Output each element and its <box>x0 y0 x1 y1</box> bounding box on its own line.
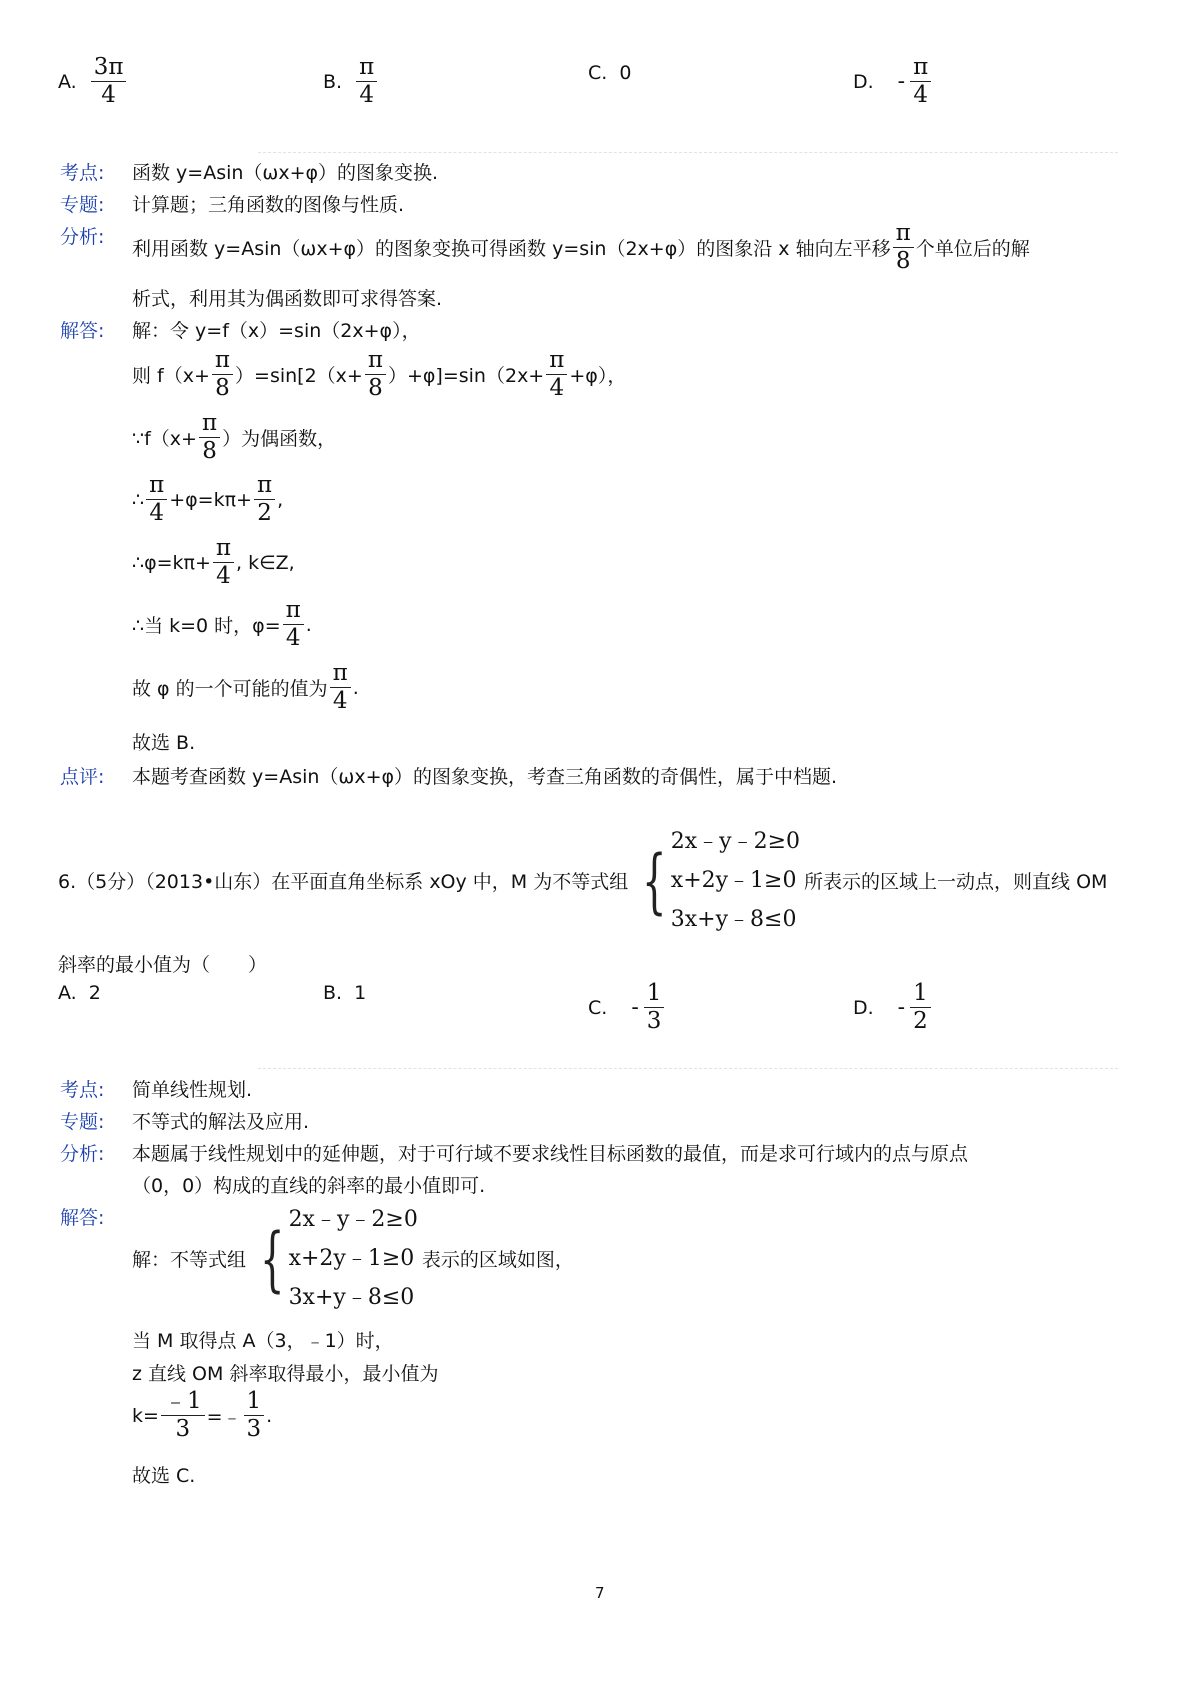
fenxi-label: 分析: <box>60 1143 105 1165</box>
numerator: π <box>212 349 233 375</box>
kaodian-label: 考点: <box>60 162 105 184</box>
text: , k∈Z, <box>236 551 295 574</box>
denominator: 8 <box>215 375 230 401</box>
denominator: 4 <box>359 82 374 108</box>
inequality: x+2y﹣1≥0 <box>288 1246 415 1271</box>
fenxi-line-1: 本题属于线性规划中的延伸题，对于可行域不要求线性目标函数的最值，而是求可行域内的点与原点 <box>132 1143 969 1165</box>
numerator: π <box>356 56 377 82</box>
text: ∵f（x+ <box>132 428 197 450</box>
option-label: D. <box>853 70 874 93</box>
denominator: 4 <box>549 375 565 401</box>
fenxi-line-2: 析式，利用其为偶函数即可求得答案. <box>132 288 443 310</box>
jieda-label: 解答: <box>60 1207 105 1229</box>
option-label: C. <box>588 996 608 1019</box>
kaodian-text: 简单线性规划. <box>132 1079 253 1101</box>
solution-line-4 <box>132 474 283 525</box>
numerator: π <box>213 537 234 563</box>
fraction <box>212 349 233 400</box>
text: 利用函数 y=Asin（ωx+φ）的图象变换可得函数 y=sin（2x+φ）的图象沿 x 轴向左平移 <box>132 238 891 260</box>
fraction <box>910 56 931 107</box>
dianping-text: 本题考查函数 y=Asin（ωx+φ）的图象变换，考查三角函数的奇偶性，属于中档题. <box>132 766 838 788</box>
q6-option-a <box>58 982 101 1004</box>
text: . <box>305 613 312 636</box>
numerator: π <box>199 412 220 438</box>
brace: { <box>642 839 667 922</box>
fraction <box>910 982 931 1033</box>
zhuanti-text: 计算题；三角函数的图像与性质. <box>132 194 405 216</box>
inequality-lines <box>289 1200 418 1317</box>
fraction <box>146 474 167 525</box>
fenxi-label: 分析: <box>60 226 105 248</box>
numerator: 1 <box>644 982 665 1008</box>
text: +φ=kπ+ <box>169 488 252 511</box>
text: 表示的区域如图， <box>421 1249 574 1271</box>
option-value: 1 <box>354 982 367 1004</box>
fenxi-line-1 <box>132 222 1030 273</box>
text: 故 φ 的一个可能的值为 <box>132 678 328 700</box>
q5-option-c <box>588 62 631 84</box>
solution-answer: 故选 C. <box>132 1465 196 1487</box>
option-label: B. <box>323 70 343 93</box>
text: ）为偶函数， <box>222 428 337 450</box>
denominator: 3 <box>646 1008 662 1034</box>
inequality-system <box>250 1200 418 1317</box>
solution-line-2 <box>132 349 626 400</box>
solution-line-3: z 直线 OM 斜率取得最小，最小值为 <box>132 1363 439 1385</box>
numerator: ﹣1 <box>161 1390 205 1416</box>
fraction <box>365 349 386 400</box>
fraction <box>330 662 351 713</box>
solution-line-1: 解：令 y=f（x）=sin（2x+φ）， <box>132 320 421 342</box>
numerator: π <box>893 222 914 248</box>
kaodian-text: 函数 y=Asin（ωx+φ）的图象变换. <box>132 162 439 184</box>
fenxi-line-2: （0，0）构成的直线的斜率的最小值即可. <box>132 1175 486 1197</box>
text: =﹣ <box>206 1406 242 1428</box>
zhuanti-label: 专题: <box>60 1111 105 1133</box>
text: 所表示的区域上一动点，则直线 OM <box>804 871 1108 893</box>
denominator: 8 <box>368 375 383 401</box>
text: , <box>277 488 284 511</box>
numerator: π <box>146 474 167 500</box>
minus-sign: - <box>631 995 639 1020</box>
inequality: 3x+y﹣8≤0 <box>670 907 797 932</box>
fraction <box>91 56 127 107</box>
divider <box>258 152 1118 153</box>
text: k= <box>132 1404 159 1427</box>
denominator: 2 <box>257 500 272 526</box>
text: ∴ <box>132 488 145 511</box>
denominator: 4 <box>332 688 348 714</box>
numerator: π <box>365 349 386 375</box>
fraction <box>893 222 914 273</box>
option-label: D. <box>853 996 874 1019</box>
q5-option-d <box>853 56 933 107</box>
solution-line-1 <box>132 1200 574 1317</box>
text: 个单位后的解 <box>915 238 1030 260</box>
inequality: 3x+y﹣8≤0 <box>288 1285 415 1310</box>
solution-line-2: 当 M 取得点 A（3，﹣1）时， <box>132 1330 394 1352</box>
denominator: 4 <box>285 625 301 651</box>
option-label: A. <box>58 70 77 93</box>
text: +φ）， <box>569 365 627 387</box>
option-value: 2 <box>88 982 101 1004</box>
fraction <box>546 349 567 400</box>
option-label: B. <box>323 982 343 1004</box>
inequality: x+2y﹣1≥0 <box>670 868 797 893</box>
fraction <box>283 599 304 650</box>
numerator: π <box>910 56 931 82</box>
text: ∴φ=kπ+ <box>132 551 211 574</box>
q6-option-c <box>588 982 666 1033</box>
q5-option-b <box>323 56 379 107</box>
dianping-label: 点评: <box>60 766 105 788</box>
numerator: π <box>283 599 304 625</box>
divider <box>258 1068 1118 1069</box>
q6-option-b <box>323 982 366 1004</box>
text: 解：不等式组 <box>132 1249 247 1271</box>
kaodian-label: 考点: <box>60 1079 105 1101</box>
text: ）=sin[2（x+ <box>235 365 363 387</box>
text: ∴当 k=0 时，φ= <box>132 615 281 637</box>
denominator: 4 <box>149 500 164 526</box>
option-label: A. <box>58 982 77 1004</box>
numerator: 1 <box>244 1390 265 1416</box>
fraction <box>254 474 275 525</box>
denominator: 3 <box>175 1416 191 1442</box>
inequality-lines <box>671 822 800 939</box>
denominator: 4 <box>101 82 116 108</box>
text: . <box>352 676 359 699</box>
minus-sign: - <box>897 995 906 1020</box>
denominator: 2 <box>913 1008 928 1034</box>
denominator: 3 <box>246 1416 262 1442</box>
fraction <box>199 412 220 463</box>
inequality-system <box>632 822 800 939</box>
solution-line-3 <box>132 412 336 463</box>
inequality: 2x﹣y﹣2≥0 <box>288 1207 418 1232</box>
fraction <box>356 56 377 107</box>
denominator: 4 <box>216 563 231 589</box>
q6-option-d <box>853 982 933 1033</box>
fraction <box>244 1390 265 1441</box>
solution-answer: 故选 B. <box>132 732 196 754</box>
solution-line-7 <box>132 662 359 713</box>
brace: { <box>260 1217 285 1300</box>
text: 则 f（x+ <box>132 365 210 387</box>
denominator: 8 <box>895 248 911 274</box>
numerator: π <box>330 662 351 688</box>
text: . <box>266 1404 273 1427</box>
solution-line-4 <box>132 1390 272 1441</box>
page-number: 7 <box>595 1584 605 1602</box>
denominator: 4 <box>913 82 928 108</box>
text: 6.（5分）（2013•山东）在平面直角坐标系 xOy 中，M 为不等式组 <box>58 871 629 893</box>
text: ）+φ]=sin（2x+ <box>387 365 545 387</box>
fraction <box>644 982 665 1033</box>
solution-line-6 <box>132 599 312 650</box>
zhuanti-label: 专题: <box>60 194 105 216</box>
fraction <box>161 1390 205 1441</box>
denominator: 8 <box>202 438 217 464</box>
q6-stem <box>58 822 1107 939</box>
option-value: 0 <box>619 62 632 84</box>
minus-sign: - <box>897 69 906 94</box>
fraction <box>213 537 234 588</box>
jieda-label: 解答: <box>60 320 105 342</box>
zhuanti-text: 不等式的解法及应用. <box>132 1111 310 1133</box>
numerator: π <box>546 349 567 375</box>
solution-line-5 <box>132 537 295 588</box>
numerator: π <box>254 474 275 500</box>
numerator: 1 <box>910 982 931 1008</box>
numerator: 3π <box>91 56 127 82</box>
inequality: 2x﹣y﹣2≥0 <box>670 829 801 854</box>
q6-stem-line-2: 斜率的最小值为（ ） <box>58 954 268 976</box>
option-label: C. <box>588 62 608 84</box>
q5-option-a <box>58 56 128 107</box>
